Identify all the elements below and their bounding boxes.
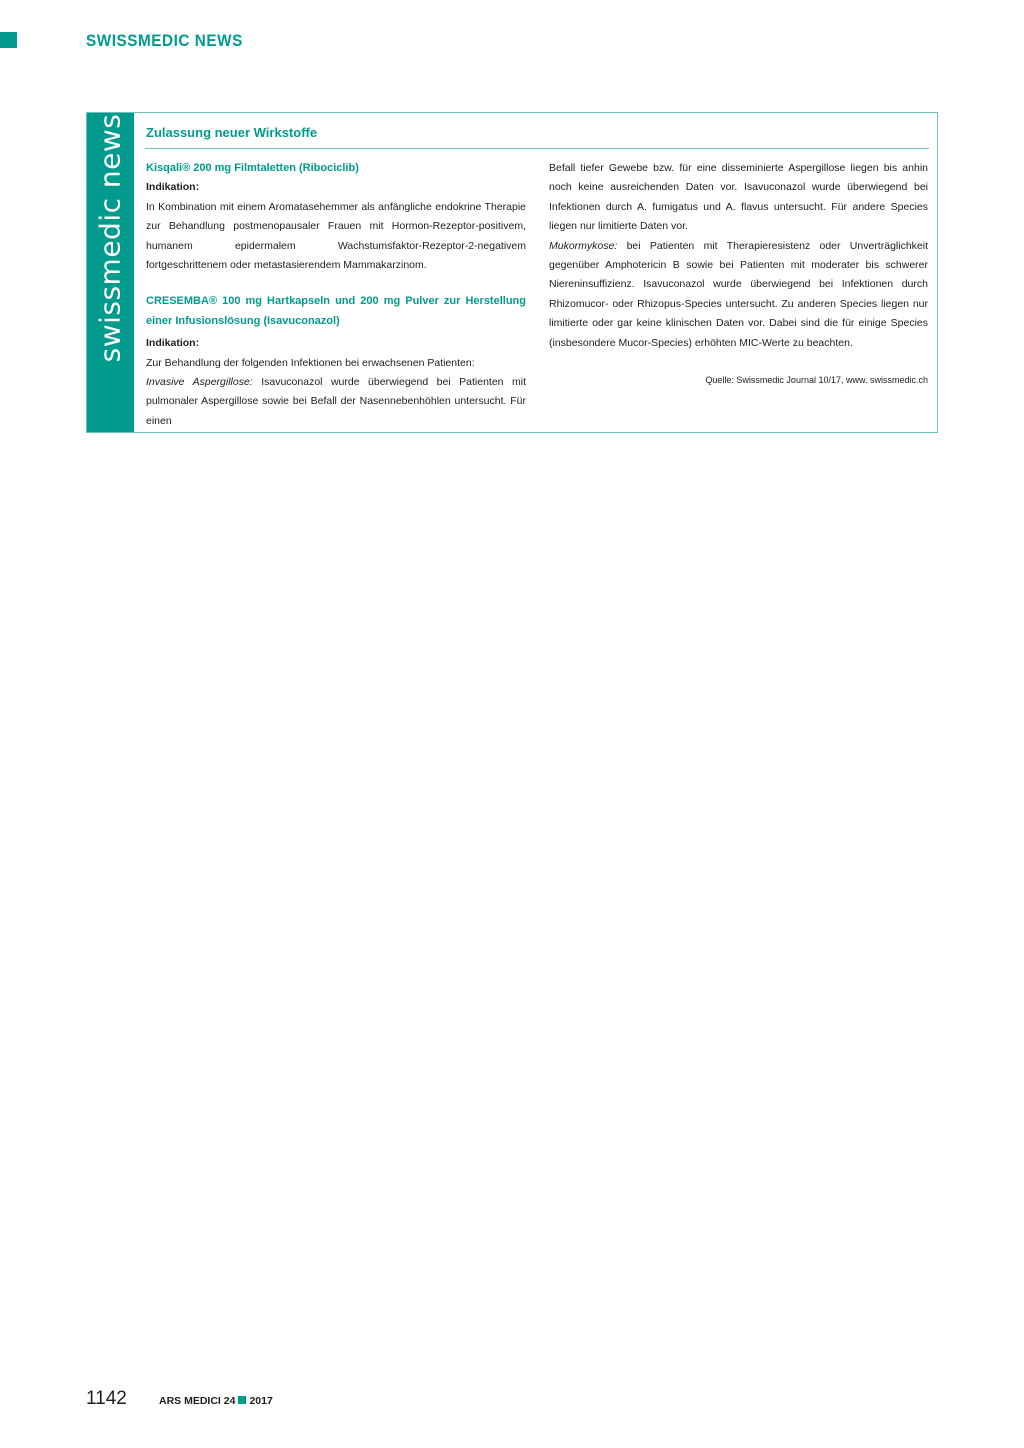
- spacer: [146, 275, 526, 292]
- journal-year: 2017: [249, 1395, 273, 1407]
- page-number: 1142: [86, 1388, 127, 1409]
- right-column: [549, 159, 928, 390]
- side-band: [87, 113, 134, 432]
- title-divider: [145, 148, 929, 149]
- journal-name: ARS MEDICI 24: [159, 1395, 236, 1407]
- left-column: [146, 159, 526, 431]
- side-band-label: swissmedic news: [93, 113, 127, 363]
- mucormycosis-text: bei Patienten mit Therapieresistenz oder Unverträglichkeit gegenüber Amphotericin B sowie bei Patienten mit moderater bis schwerer Niereninsuffizienz. Isavuconazol wurde überwiegend bei Infektionen durch Rhizomucor- oder Rhizopus-Species untersucht. Zu anderen Species liegen nur limitierte oder gar keine klinischen Daten vor. Dabei sind die für einige Species (insbesondere Mucor-Species) erhöhten MIC-Werte zu beachten.: [549, 239, 928, 349]
- indication-intro-cresemba: Zur Behandlung der folgenden Infektionen bei erwachsenen Patienten:: [146, 356, 475, 369]
- square-bullet-icon: [238, 1396, 246, 1404]
- aspergillosis-label: Invasive Aspergillose:: [146, 376, 253, 389]
- indication-text-kisqali: In Kombination mit einem Aromatasehemmer als anfängliche endokrine Therapie zur Behandlung postmenopausaler Frauen mit Hormon-Rezeptor-positivem, humanem epidermalem Wachstumsfaktor-Rezeptor-2-negativem fortgeschrittenem oder metastasierendem Mammakarzinom.: [146, 200, 526, 272]
- mucormycosis-paragraph: [549, 237, 928, 353]
- journal-line: [159, 1395, 273, 1407]
- corner-marker: [0, 32, 17, 48]
- product-title-kisqali: Kisqali® 200 mg Filmtaletten (Ribociclib): [146, 162, 359, 174]
- source-note: Quelle: Swissmedic Journal 10/17, www. swissmedic.ch: [705, 375, 928, 386]
- indication-heading: Indikation:: [146, 181, 200, 194]
- aspergillosis-paragraph: [146, 373, 526, 431]
- mucormycosis-label: Mukormykose:: [549, 239, 618, 252]
- running-head: SWISSMEDIC NEWS: [86, 31, 243, 50]
- aspergillosis-text: Isavuconazol wurde überwiegend bei Patienten mit pulmonaler Aspergillose sowie bei Befall der Nasennebenhöhlen untersucht. Für einen: [146, 376, 526, 427]
- news-box: [86, 112, 938, 433]
- indication-heading: Indikation:: [146, 337, 200, 350]
- aspergillosis-continued: Befall tiefer Gewebe bzw. für eine disseminierte Aspergillose liegen bis anhin noch keine ausreichenden Daten vor. Isavuconazol wurde überwiegend bei Infektionen durch A. fumigatus und A. flavus untersucht. Für andere Species liegen nur limitierte Daten vor.: [549, 162, 928, 233]
- box-title: Zulassung neuer Wirkstoffe: [146, 125, 318, 140]
- product-title-cresemba: CRESEMBA® 100 mg Hartkapseln und 200 mg Pulver zur Herstellung einer Infusionslösung (Isavuconazol): [146, 295, 526, 327]
